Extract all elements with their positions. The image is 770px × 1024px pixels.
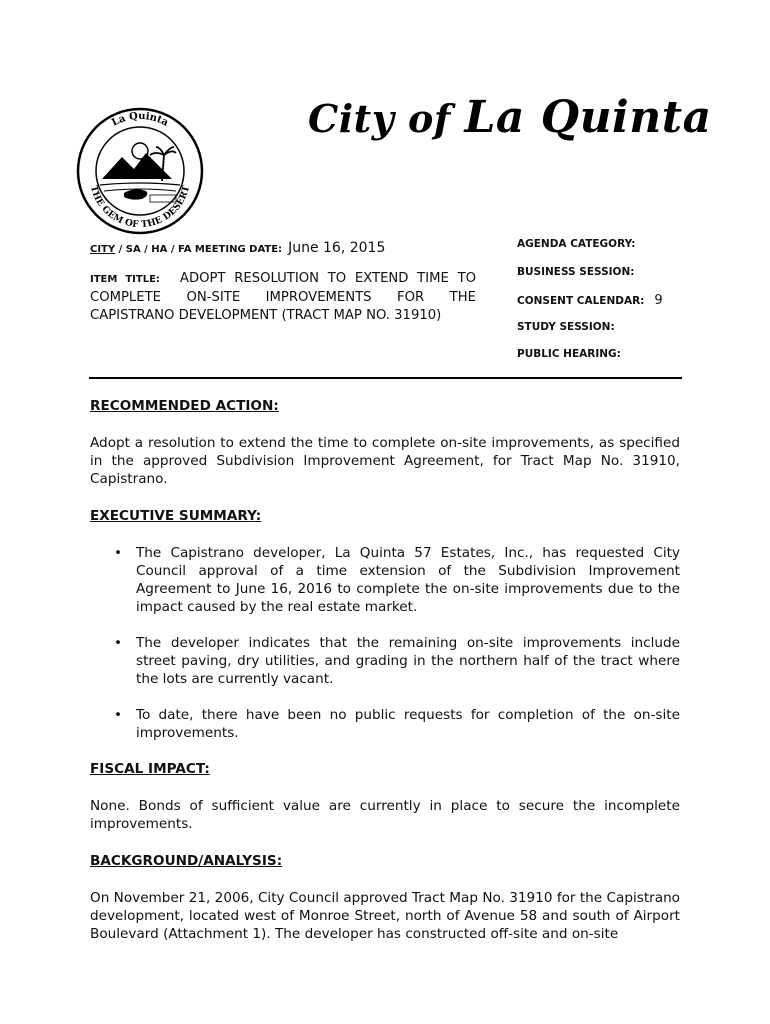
logo-name: La Quinta <box>464 92 712 143</box>
logo-prefix: City of <box>308 96 465 141</box>
study-session-label: STUDY SESSION: <box>517 320 615 333</box>
recommended-action-text: Adopt a resolution to extend the time to complete on-site improvements, as specified in the approved Subdivision Improvement Agreement, for Tract Map No. 31910, Capistrano. <box>90 435 680 487</box>
seal-top-text: La Quinta <box>110 110 170 129</box>
item-title-block <box>90 270 476 325</box>
consent-calendar-label: CONSENT CALENDAR: <box>517 295 645 307</box>
item-title-text: ADOPT RESOLUTION TO EXTEND TIME TO COMPLETE ON-SITE IMPROVEMENTS FOR THE CAPISTRANO DEVELOPMENT (TRACT MAP NO. 31910) <box>90 271 476 323</box>
executive-summary-heading: EXECUTIVE SUMMARY: <box>90 508 262 524</box>
meeting-city-label: CITY <box>90 244 116 255</box>
recommended-action-heading: RECOMMENDED ACTION: <box>90 398 279 414</box>
header-divider <box>89 377 682 379</box>
consent-calendar-value: 9 <box>654 293 663 308</box>
item-title-label: ITEM TITLE: <box>90 274 160 285</box>
city-seal-logo <box>76 107 204 235</box>
city-logo-title <box>308 92 712 143</box>
agenda-category-block <box>517 238 663 376</box>
consent-calendar-row <box>517 293 663 321</box>
background-analysis-text: On November 21, 2006, City Council approved Tract Map No. 31910 for the Capistrano development, located west of Monroe Street, north of Avenue 58 and south of Airport Boulevard (Attachment 1). The developer has constructed off-site and on-site <box>90 890 680 942</box>
executive-summary-list <box>90 544 680 742</box>
report-body <box>90 397 680 943</box>
list-item: • To date, there have been no public requests for completion of the on-site improvements. <box>90 706 680 742</box>
fiscal-impact-heading: FISCAL IMPACT: <box>90 761 210 777</box>
meeting-date-line <box>90 240 385 256</box>
meeting-date: June 16, 2015 <box>288 240 386 256</box>
background-analysis-heading: BACKGROUND/ANALYSIS: <box>90 853 283 869</box>
list-item: • The Capistrano developer, La Quinta 57 Estates, Inc., has requested City Council approval of a time extension of the Subdivision Improvement Agreement to June 16, 2016 to complete the on-site improvements due to the impact caused by the real estate market. <box>90 544 680 616</box>
list-item: • The developer indicates that the remaining on-site improvements include street paving, dry utilities, and grading in the northern half of the tract where the lots are currently vacant. <box>90 634 680 688</box>
fiscal-impact-text: None. Bonds of sufficient value are currently in place to secure the incomplete improvements. <box>90 798 680 832</box>
business-session-label: BUSINESS SESSION: <box>517 265 635 278</box>
agenda-category-label: AGENDA CATEGORY: <box>517 238 636 250</box>
meeting-label: / SA / HA / FA MEETING DATE: <box>115 244 283 255</box>
seal-bottom-text: THE GEM OF THE DESERT <box>87 184 193 231</box>
public-hearing-label: PUBLIC HEARING: <box>517 348 621 360</box>
